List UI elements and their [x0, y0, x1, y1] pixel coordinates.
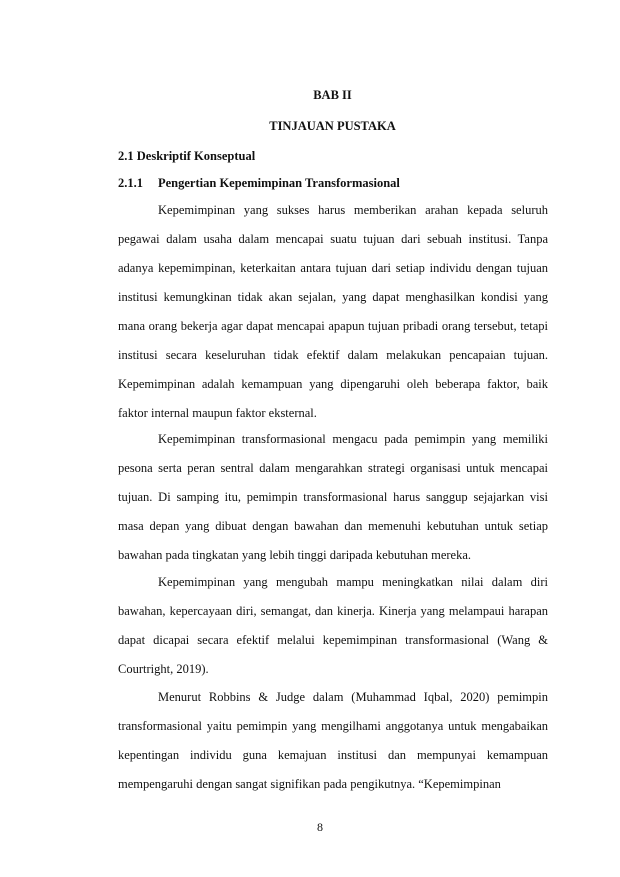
chapter-title: TINJAUAN PUSTAKA [269, 119, 396, 133]
paragraph: Menurut Robbins & Judge dalam (Muhammad Iqbal, 2020) pemimpin transformasional yaitu pemimpin yang mengilhami anggotanya untuk mengabaikan kepentingan individu guna kemajuan institusi dan mempunyai kemampuan mempengaruhi dengan sangat signifikan pada pengikutnya. “Kepemimpinan [118, 690, 548, 791]
paragraph: Kepemimpinan transformasional mengacu pada pemimpin yang memiliki pesona serta peran sentral dalam mengarahkan strategi organisasi untuk mencapai tujuan. Di samping itu, pemimpin transformasional harus sanggup sejajarkan visi masa depan yang dibuat dengan bawahan dan memenuhi kebutuhan untuk setiap bawahan pada tingkatan yang lebih tinggi daripada kebutuhan mereka. [118, 432, 548, 562]
subsection-title: Pengertian Kepemimpinan Transformasional [158, 176, 400, 190]
paragraph: Kepemimpinan yang sukses harus memberikan arahan kepada seluruh pegawai dalam usaha dalam mencapai suatu tujuan dari sebuah institusi. Tanpa adanya kepemimpinan, keterkaitan antara tujuan dari setiap individu dengan tujuan institusi kemungkinan tidak akan sejalan, yang dapat menghasilkan kondisi yang mana orang bekerja agar dapat mencapai apapun tujuan pribadi orang tersebut, tetapi institusi secara keseluruhan tidak efektif dalam melakukan pencapaian tujuan. Kepemimpinan adalah kemampuan yang dipengaruhi oleh beberapa faktor, baik faktor internal maupun faktor eksternal. [118, 203, 548, 420]
page-number: 8 [317, 820, 323, 834]
paragraph: Kepemimpinan yang mengubah mampu meningkatkan nilai dalam diri bawahan, kepercayaan diri, semangat, dan kinerja. Kinerja yang melampaui harapan dapat dicapai secara efektif melalui kepemimpinan transformasional (Wang & Courtright, 2019). [118, 575, 548, 676]
section-heading: 2.1 Deskriptif Konseptual [118, 149, 256, 163]
chapter-number: BAB II [313, 88, 352, 102]
subsection-number: 2.1.1 [118, 176, 143, 190]
subsection-heading [118, 176, 400, 191]
